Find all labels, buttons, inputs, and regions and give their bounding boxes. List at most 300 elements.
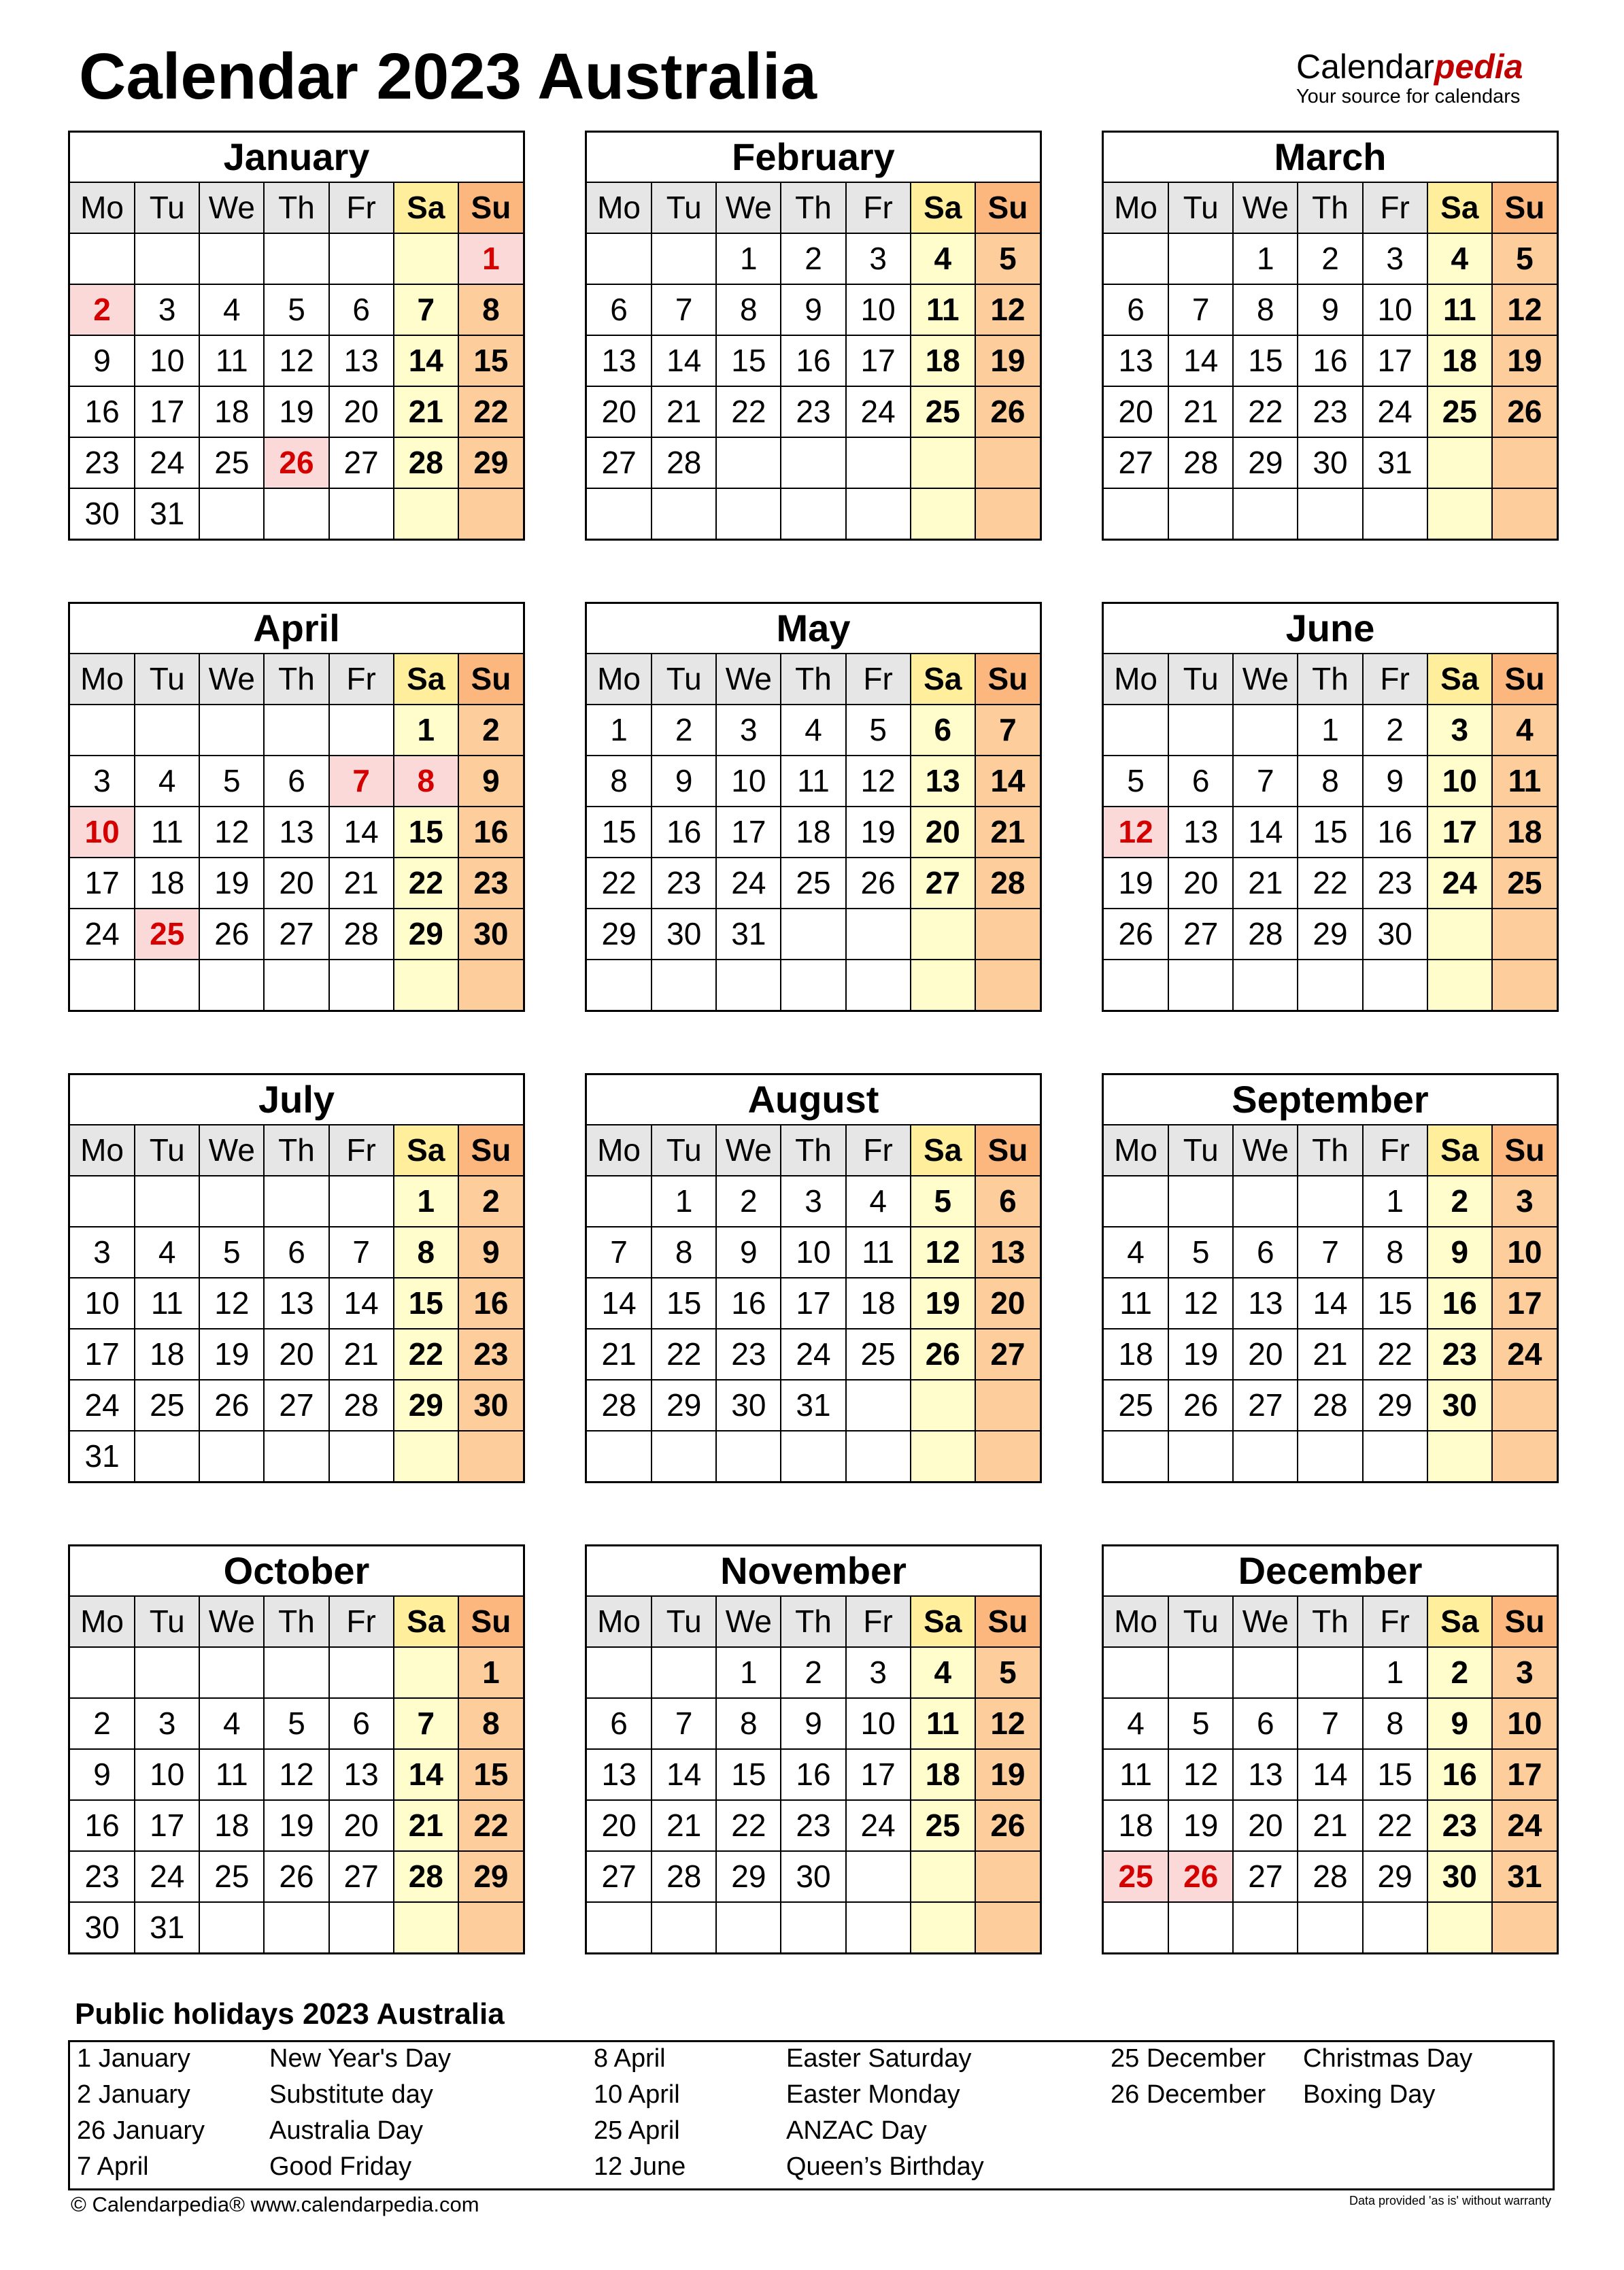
empty-day-cell	[1168, 1647, 1233, 1698]
day-cell: 13	[1168, 807, 1233, 858]
day-cell: 17	[1363, 335, 1427, 386]
week-row	[70, 858, 523, 909]
empty-day-cell	[846, 1380, 911, 1431]
day-cell: 2	[1427, 1647, 1492, 1698]
day-cell: 20	[975, 1278, 1040, 1329]
day-cell: 3	[135, 1698, 199, 1749]
month-table	[1104, 653, 1557, 1010]
day-cell: 21	[329, 858, 394, 909]
empty-day-cell	[911, 437, 975, 488]
empty-day-cell	[911, 960, 975, 1010]
day-cell: 29	[394, 1380, 458, 1431]
day-cell: 26	[911, 1329, 975, 1380]
day-cell: 19	[1168, 1329, 1233, 1380]
day-cell: 1	[1298, 705, 1362, 756]
day-cell: 20	[329, 386, 394, 437]
day-cell: 8	[458, 284, 523, 335]
day-cell: 24	[70, 1380, 135, 1431]
day-cell: 1	[1233, 233, 1298, 284]
day-cell: 6	[975, 1176, 1040, 1227]
day-cell: 8	[1363, 1698, 1427, 1749]
day-cell: 19	[846, 807, 911, 858]
day-cell: 9	[70, 335, 135, 386]
week-row	[70, 807, 523, 858]
weekday-header: Tu	[652, 182, 716, 233]
day-cell: 19	[1104, 858, 1168, 909]
day-cell: 8	[716, 284, 781, 335]
day-cell: 5	[1168, 1698, 1233, 1749]
day-cell: 28	[329, 909, 394, 960]
empty-day-cell	[975, 1851, 1040, 1902]
empty-day-cell	[329, 1647, 394, 1698]
weekday-header: We	[1233, 1125, 1298, 1176]
day-cell: 29	[394, 909, 458, 960]
weekday-header: Sa	[1427, 182, 1492, 233]
week-row	[1104, 1800, 1557, 1851]
weekday-header: Th	[781, 654, 845, 705]
day-cell: 22	[1298, 858, 1362, 909]
empty-day-cell	[199, 705, 264, 756]
day-cell: 11	[135, 807, 199, 858]
day-cell: 4	[1427, 233, 1492, 284]
week-row	[1104, 1647, 1557, 1698]
day-cell: 4	[1104, 1698, 1168, 1749]
day-cell: 25	[1104, 1380, 1168, 1431]
day-cell: 24	[1427, 858, 1492, 909]
day-cell: 5	[975, 1647, 1040, 1698]
week-row	[1104, 960, 1557, 1010]
day-cell: 21	[1298, 1800, 1362, 1851]
empty-day-cell	[135, 1431, 199, 1481]
empty-day-cell	[781, 488, 845, 539]
day-cell: 9	[1427, 1698, 1492, 1749]
day-cell: 24	[716, 858, 781, 909]
empty-day-cell	[1427, 488, 1492, 539]
empty-day-cell	[1427, 960, 1492, 1010]
empty-day-cell	[1363, 1902, 1427, 1952]
holiday-name: Substitute day	[269, 2080, 433, 2109]
weekday-header: Su	[975, 654, 1040, 705]
weekday-header: Mo	[587, 1125, 652, 1176]
weekday-header: Tu	[1168, 654, 1233, 705]
empty-day-cell	[1427, 437, 1492, 488]
day-cell: 27	[1233, 1851, 1298, 1902]
day-cell: 11	[199, 335, 264, 386]
day-cell: 4	[199, 284, 264, 335]
week-row	[70, 705, 523, 756]
day-cell: 27	[264, 1380, 328, 1431]
week-row	[587, 1329, 1040, 1380]
day-cell: 28	[329, 1380, 394, 1431]
day-cell: 28	[1233, 909, 1298, 960]
empty-day-cell	[846, 960, 911, 1010]
brand-name-part2: pedia	[1434, 48, 1523, 86]
empty-day-cell	[70, 705, 135, 756]
day-cell: 25	[846, 1329, 911, 1380]
day-cell: 22	[1363, 1329, 1427, 1380]
empty-day-cell	[975, 1380, 1040, 1431]
day-cell: 14	[1233, 807, 1298, 858]
day-cell: 26	[975, 1800, 1040, 1851]
week-row	[587, 1278, 1040, 1329]
day-cell: 23	[716, 1329, 781, 1380]
day-cell: 20	[264, 858, 328, 909]
day-cell: 24	[70, 909, 135, 960]
day-cell: 14	[329, 807, 394, 858]
day-cell: 23	[1427, 1800, 1492, 1851]
empty-day-cell	[264, 1647, 328, 1698]
day-cell: 31	[135, 488, 199, 539]
weekday-header: We	[199, 1596, 264, 1647]
day-cell: 7	[329, 1227, 394, 1278]
weekday-header: Mo	[1104, 182, 1168, 233]
week-row	[587, 1380, 1040, 1431]
day-cell: 30	[1427, 1851, 1492, 1902]
weekday-header: Sa	[394, 182, 458, 233]
day-cell: 19	[199, 1329, 264, 1380]
month-table	[70, 653, 523, 1010]
week-row	[587, 1431, 1040, 1481]
day-cell: 16	[1427, 1749, 1492, 1800]
empty-day-cell	[135, 233, 199, 284]
day-cell: 23	[458, 1329, 523, 1380]
day-cell: 6	[329, 284, 394, 335]
week-row	[70, 1749, 523, 1800]
weekday-header: Tu	[135, 1125, 199, 1176]
day-cell: 4	[135, 1227, 199, 1278]
month-table	[587, 1595, 1040, 1952]
brand-logo[interactable]	[1296, 48, 1555, 107]
day-cell: 27	[911, 858, 975, 909]
empty-day-cell	[264, 233, 328, 284]
day-cell: 11	[1104, 1278, 1168, 1329]
empty-day-cell	[199, 1902, 264, 1952]
weekday-header: Th	[264, 654, 328, 705]
empty-day-cell	[329, 233, 394, 284]
week-row	[70, 1227, 523, 1278]
day-cell: 3	[135, 284, 199, 335]
day-cell: 14	[394, 1749, 458, 1800]
day-cell: 29	[1233, 437, 1298, 488]
empty-day-cell	[1233, 488, 1298, 539]
day-cell: 4	[846, 1176, 911, 1227]
weekday-header-row	[70, 1596, 523, 1647]
day-cell: 22	[1233, 386, 1298, 437]
day-cell: 21	[652, 1800, 716, 1851]
month-title: April	[253, 607, 340, 649]
week-row	[1104, 233, 1557, 284]
day-cell: 16	[781, 335, 845, 386]
day-cell: 12	[1492, 284, 1557, 335]
empty-day-cell	[587, 1647, 652, 1698]
week-row	[587, 1800, 1040, 1851]
day-cell: 25	[911, 1800, 975, 1851]
week-row	[70, 1800, 523, 1851]
month-february	[585, 131, 1042, 541]
holiday-date: 7 April	[77, 2152, 149, 2181]
day-cell: 3	[781, 1176, 845, 1227]
weekday-header: Su	[458, 1596, 523, 1647]
day-cell: 27	[329, 437, 394, 488]
day-cell: 28	[975, 858, 1040, 909]
month-table	[587, 182, 1040, 539]
day-cell: 13	[587, 1749, 652, 1800]
day-cell: 23	[458, 858, 523, 909]
weekday-header: We	[199, 1125, 264, 1176]
month-title: November	[720, 1549, 907, 1592]
empty-day-cell	[652, 960, 716, 1010]
holiday-date: 26 December	[1111, 2080, 1266, 2109]
empty-day-cell	[1427, 1902, 1492, 1952]
empty-day-cell	[329, 1176, 394, 1227]
weekday-header: Mo	[587, 1596, 652, 1647]
month-january	[68, 131, 525, 541]
empty-day-cell	[1168, 488, 1233, 539]
month-table	[70, 182, 523, 539]
weekday-header-row	[70, 654, 523, 705]
day-cell: 7	[394, 1698, 458, 1749]
day-cell: 6	[587, 1698, 652, 1749]
weekday-header: Fr	[1363, 1125, 1427, 1176]
day-cell: 30	[1298, 437, 1362, 488]
day-cell: 5	[1168, 1227, 1233, 1278]
day-cell: 14	[587, 1278, 652, 1329]
day-cell: 22	[394, 1329, 458, 1380]
day-cell: 25	[135, 909, 199, 960]
weekday-header: Tu	[1168, 182, 1233, 233]
day-cell: 24	[1492, 1329, 1557, 1380]
day-cell: 13	[264, 1278, 328, 1329]
empty-day-cell	[264, 1902, 328, 1952]
day-cell: 19	[264, 1800, 328, 1851]
day-cell: 12	[264, 335, 328, 386]
day-cell: 20	[587, 1800, 652, 1851]
week-row	[70, 1647, 523, 1698]
day-cell: 28	[394, 437, 458, 488]
day-cell: 28	[587, 1380, 652, 1431]
empty-day-cell	[781, 960, 845, 1010]
day-cell: 5	[264, 1698, 328, 1749]
empty-day-cell	[1168, 960, 1233, 1010]
empty-day-cell	[394, 1431, 458, 1481]
empty-day-cell	[199, 233, 264, 284]
empty-day-cell	[846, 1902, 911, 1952]
empty-day-cell	[135, 1647, 199, 1698]
day-cell: 6	[911, 705, 975, 756]
day-cell: 17	[716, 807, 781, 858]
day-cell: 29	[716, 1851, 781, 1902]
day-cell: 16	[458, 807, 523, 858]
weekday-header: Fr	[329, 1596, 394, 1647]
day-cell: 20	[1233, 1329, 1298, 1380]
day-cell: 26	[1168, 1380, 1233, 1431]
month-april	[68, 602, 525, 1012]
empty-day-cell	[394, 233, 458, 284]
weekday-header: Su	[458, 1125, 523, 1176]
empty-day-cell	[1298, 1431, 1362, 1481]
month-title: May	[776, 607, 851, 649]
day-cell: 25	[781, 858, 845, 909]
weekday-header: Mo	[587, 654, 652, 705]
day-cell: 3	[1363, 233, 1427, 284]
day-cell: 9	[458, 1227, 523, 1278]
day-cell: 22	[458, 386, 523, 437]
week-row	[587, 284, 1040, 335]
empty-day-cell	[1427, 909, 1492, 960]
empty-day-cell	[199, 1431, 264, 1481]
day-cell: 5	[199, 1227, 264, 1278]
day-cell: 17	[70, 1329, 135, 1380]
day-cell: 2	[70, 284, 135, 335]
weekday-header: Tu	[652, 1596, 716, 1647]
day-cell: 30	[781, 1851, 845, 1902]
day-cell: 28	[1168, 437, 1233, 488]
empty-day-cell	[1104, 1176, 1168, 1227]
empty-day-cell	[329, 488, 394, 539]
day-cell: 1	[1363, 1176, 1427, 1227]
holidays-title: Public holidays 2023 Australia	[75, 1997, 505, 2031]
day-cell: 20	[329, 1800, 394, 1851]
day-cell: 11	[911, 284, 975, 335]
day-cell: 17	[1492, 1749, 1557, 1800]
empty-day-cell	[1298, 960, 1362, 1010]
empty-day-cell	[394, 960, 458, 1010]
month-title: December	[1238, 1549, 1423, 1592]
day-cell: 10	[70, 1278, 135, 1329]
day-cell: 12	[1168, 1749, 1233, 1800]
week-row	[70, 437, 523, 488]
month-table	[587, 653, 1040, 1010]
day-cell: 2	[716, 1176, 781, 1227]
week-row	[587, 437, 1040, 488]
day-cell: 14	[1298, 1749, 1362, 1800]
empty-day-cell	[975, 909, 1040, 960]
empty-day-cell	[1427, 1431, 1492, 1481]
day-cell: 6	[1233, 1698, 1298, 1749]
week-row	[587, 1851, 1040, 1902]
day-cell: 2	[458, 705, 523, 756]
weekday-header: Mo	[70, 1125, 135, 1176]
empty-day-cell	[1492, 488, 1557, 539]
week-row	[1104, 1698, 1557, 1749]
day-cell: 12	[1168, 1278, 1233, 1329]
month-title: October	[223, 1549, 370, 1592]
day-cell: 10	[1363, 284, 1427, 335]
weekday-header: Th	[781, 1125, 845, 1176]
weekday-header: Mo	[70, 182, 135, 233]
day-cell: 15	[716, 335, 781, 386]
day-cell: 27	[587, 437, 652, 488]
day-cell: 6	[1168, 756, 1233, 807]
day-cell: 9	[1427, 1227, 1492, 1278]
empty-day-cell	[781, 1902, 845, 1952]
month-december	[1102, 1544, 1559, 1954]
brand-name-part1: Calendar	[1296, 48, 1434, 86]
day-cell: 30	[652, 909, 716, 960]
weekday-header-row	[1104, 1596, 1557, 1647]
day-cell: 15	[587, 807, 652, 858]
week-row	[70, 233, 523, 284]
day-cell: 17	[70, 858, 135, 909]
day-cell: 27	[264, 909, 328, 960]
day-cell: 21	[329, 1329, 394, 1380]
day-cell: 17	[846, 335, 911, 386]
day-cell: 2	[1427, 1176, 1492, 1227]
week-row	[70, 1380, 523, 1431]
empty-day-cell	[1298, 1647, 1362, 1698]
day-cell: 11	[199, 1749, 264, 1800]
weekday-header: We	[199, 654, 264, 705]
day-cell: 21	[394, 1800, 458, 1851]
day-cell: 7	[1298, 1698, 1362, 1749]
empty-day-cell	[264, 488, 328, 539]
day-cell: 7	[587, 1227, 652, 1278]
month-june	[1102, 602, 1559, 1012]
weekday-header: Sa	[911, 1125, 975, 1176]
empty-day-cell	[911, 1431, 975, 1481]
day-cell: 24	[781, 1329, 845, 1380]
week-row	[70, 284, 523, 335]
day-cell: 27	[1233, 1380, 1298, 1431]
day-cell: 11	[1492, 756, 1557, 807]
holiday-row	[70, 2041, 1553, 2077]
weekday-header: Su	[1492, 1596, 1557, 1647]
day-cell: 13	[329, 1749, 394, 1800]
empty-day-cell	[1168, 705, 1233, 756]
month-november	[585, 1544, 1042, 1954]
day-cell: 14	[329, 1278, 394, 1329]
empty-day-cell	[587, 488, 652, 539]
day-cell: 18	[1104, 1329, 1168, 1380]
week-row	[1104, 1278, 1557, 1329]
day-cell: 9	[781, 1698, 845, 1749]
day-cell: 10	[1492, 1227, 1557, 1278]
day-cell: 11	[135, 1278, 199, 1329]
empty-day-cell	[716, 437, 781, 488]
empty-day-cell	[70, 1647, 135, 1698]
weekday-header: Tu	[652, 654, 716, 705]
month-title: September	[1232, 1078, 1429, 1121]
day-cell: 1	[1363, 1647, 1427, 1698]
empty-day-cell	[1298, 1176, 1362, 1227]
day-cell: 7	[329, 756, 394, 807]
day-cell: 6	[587, 284, 652, 335]
day-cell: 21	[587, 1329, 652, 1380]
day-cell: 2	[781, 1647, 845, 1698]
week-row	[1104, 284, 1557, 335]
week-row	[587, 1749, 1040, 1800]
day-cell: 20	[911, 807, 975, 858]
day-cell: 18	[135, 1329, 199, 1380]
week-row	[70, 386, 523, 437]
day-cell: 26	[975, 386, 1040, 437]
day-cell: 15	[1363, 1749, 1427, 1800]
day-cell: 12	[1104, 807, 1168, 858]
holiday-name: Easter Monday	[786, 2080, 960, 2109]
day-cell: 15	[394, 1278, 458, 1329]
weekday-header: Th	[264, 182, 328, 233]
empty-day-cell	[716, 1902, 781, 1952]
day-cell: 25	[1492, 858, 1557, 909]
empty-day-cell	[135, 960, 199, 1010]
day-cell: 9	[781, 284, 845, 335]
day-cell: 31	[781, 1380, 845, 1431]
empty-day-cell	[458, 960, 523, 1010]
day-cell: 13	[264, 807, 328, 858]
day-cell: 18	[911, 335, 975, 386]
day-cell: 19	[1492, 335, 1557, 386]
week-row	[1104, 1851, 1557, 1902]
